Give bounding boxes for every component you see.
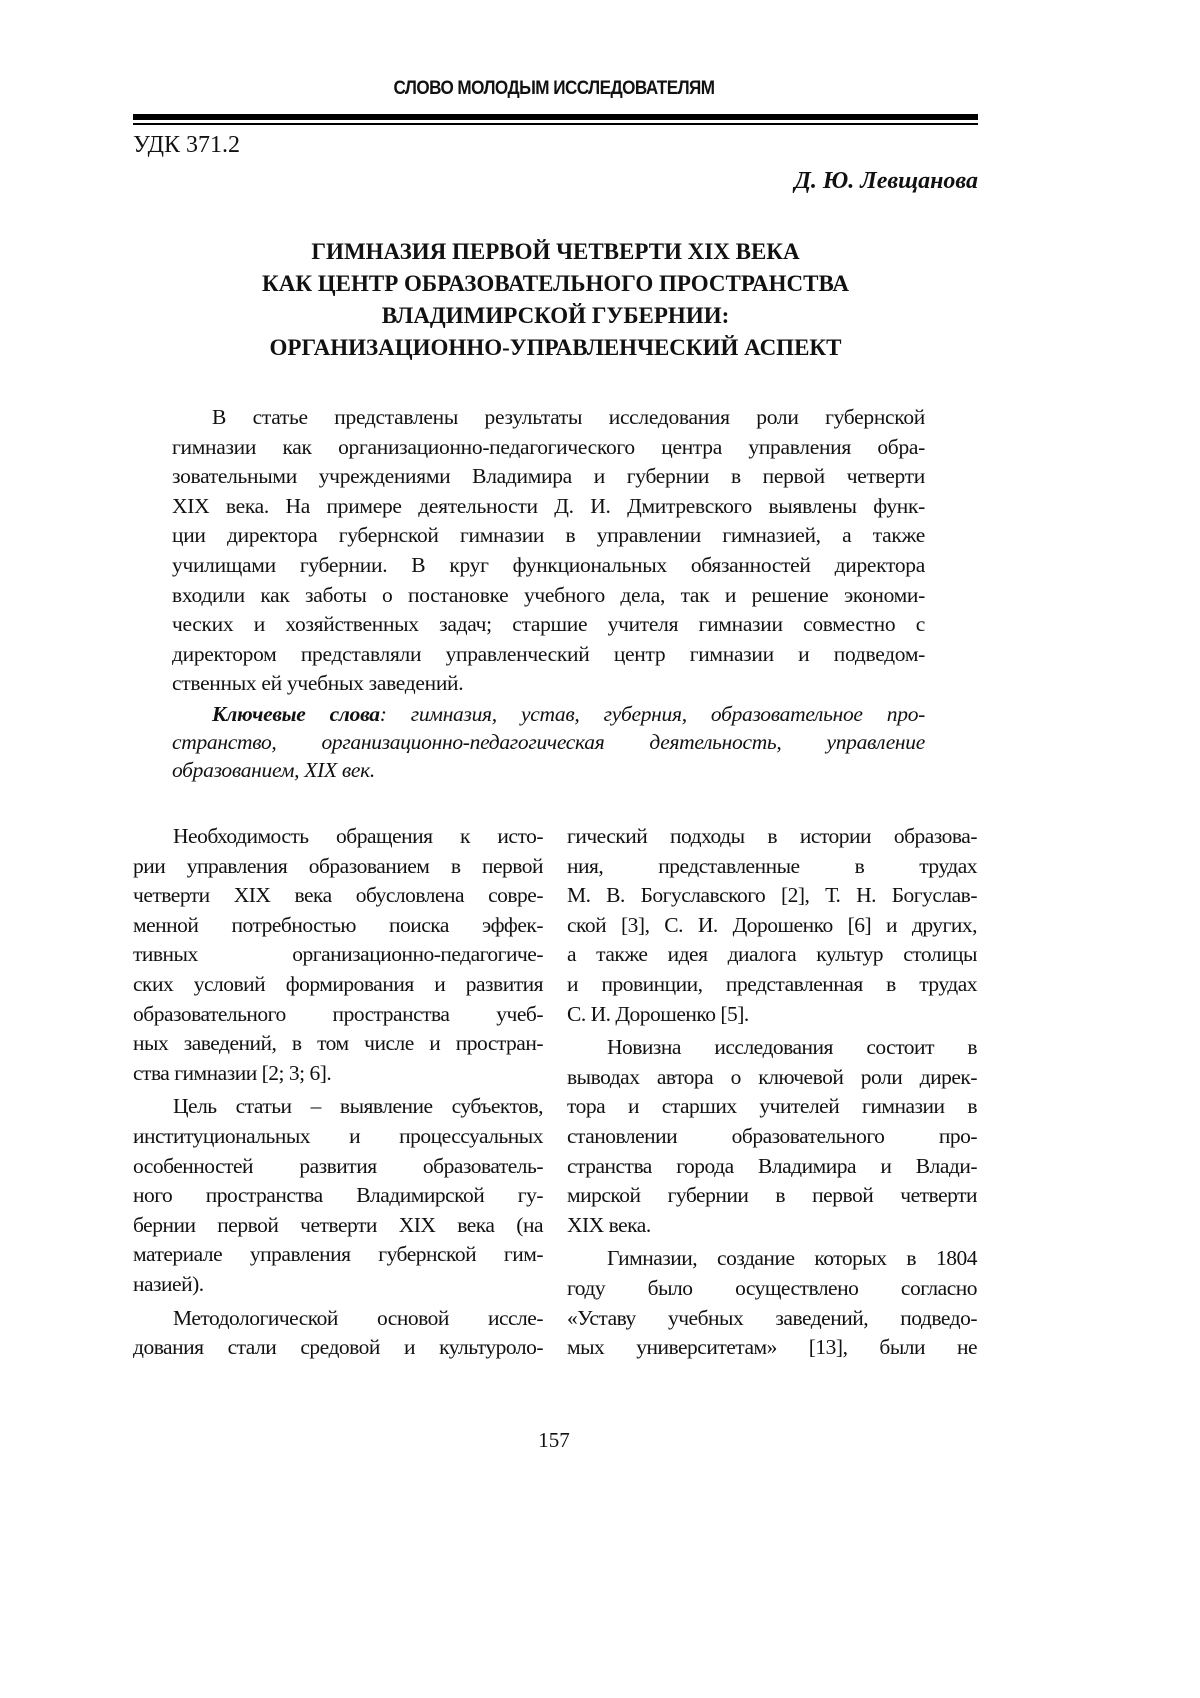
text-line: рии управления образованием в первой [133, 853, 543, 878]
paragraph [567, 1244, 977, 1362]
abstract [172, 403, 925, 699]
header-rule-thin [133, 123, 978, 125]
text-line: дования стали средовой и культуроло- [133, 1335, 543, 1360]
text-line: XIX века. [567, 1212, 651, 1237]
title-line: КАК ЦЕНТР ОБРАЗОВАТЕЛЬНОГО ПРОСТРАНСТВА [262, 271, 849, 296]
text-line: бернии первой четверти XIX века (на [133, 1212, 543, 1237]
text-line: входили как заботы о постановке учебного дела, так и решение экономи- [172, 582, 925, 607]
text-line: ного пространства Владимирской гу- [133, 1183, 543, 1208]
text-line: ческих и хозяйственных задач; старшие учителя гимназии совместно с [172, 612, 925, 637]
text-line: ции директора губернской гимназии в управлении гимназией, а также [172, 523, 925, 548]
article-title [133, 236, 978, 364]
udk-code: УДК 371.2 [133, 132, 240, 158]
paragraph [133, 822, 543, 1088]
text-line: «Уставу учебных заведений, подведо- [567, 1305, 977, 1330]
text-line: Методологической основой иссле- [173, 1305, 543, 1330]
text-line: ской [3], С. И. Дорошенко [6] и других, [567, 912, 977, 937]
title-line: ОРГАНИЗАЦИОННО-УПРАВЛЕНЧЕСКИЙ АСПЕКТ [269, 335, 842, 360]
page-number: 157 [538, 1428, 570, 1452]
keywords-text: : гимназия, устав, губерния, образовательное про- [379, 702, 925, 726]
text-line: менной потребностью поиска эффек- [133, 912, 543, 937]
text-line: В статье представлены результаты исследования роли губернской [212, 405, 925, 429]
keywords [172, 700, 925, 784]
text-line: С. И. Дорошенко [5]. [567, 1001, 749, 1026]
text-line: образовательного пространства учеб- [133, 1001, 543, 1026]
right-column [567, 822, 977, 1363]
text-line: ных заведений, в том числе и простран- [133, 1031, 543, 1056]
paragraph [133, 1092, 543, 1299]
header-rule-thick [133, 114, 978, 120]
text-line: ния, представленные в трудах [567, 853, 977, 878]
paragraph [567, 1033, 977, 1240]
paragraph [567, 822, 977, 1029]
text-line: училищами губернии. В круг функциональных обязанностей директора [172, 552, 925, 577]
author-name: Д. Ю. Левщанова [794, 168, 978, 194]
text-line: XIX века. На примере деятельности Д. И. Дмитревского выявлены функ- [172, 493, 925, 518]
text-line: гимназии как организационно-педагогического центра управления обра- [172, 434, 925, 459]
text-line: странства города Владимира и Влади- [567, 1153, 977, 1178]
keywords-text: странство, организационно-педагогическая деятельность, управление [172, 730, 925, 754]
text-line: Новизна исследования состоит в [607, 1035, 977, 1060]
text-line: тора и старших учителей гимназии в [567, 1094, 977, 1119]
keywords-line [172, 700, 925, 728]
text-line: особенностей развития образователь- [133, 1153, 543, 1178]
text-line: материале управления губернской гим- [133, 1242, 543, 1267]
text-line: зовательными учреждениями Владимира и губернии в первой четверти [172, 464, 925, 489]
keywords-line [172, 728, 925, 756]
text-line: институциональных и процессуальных [133, 1123, 543, 1148]
text-line: выводах автора о ключевой роли дирек- [567, 1064, 977, 1089]
text-line: году было осуществлено согласно [567, 1275, 977, 1300]
text-line: и провинции, представленная в трудах [567, 971, 977, 996]
running-header: СЛОВО МОЛОДЫМ ИССЛЕДОВАТЕЛЯМ [393, 78, 715, 99]
text-line: назией). [133, 1271, 204, 1296]
text-line: ства гимназии [2; 3; 6]. [133, 1060, 332, 1085]
title-line: ГИМНАЗИЯ ПЕРВОЙ ЧЕТВЕРТИ XIX ВЕКА [311, 239, 800, 264]
text-line: Цель статьи – выявление субъектов, [173, 1094, 543, 1119]
text-line: Гимназии, создание которых в 1804 [607, 1246, 977, 1271]
text-line: ских условий формирования и развития [133, 971, 543, 996]
keywords-text: образованием, XIX век. [172, 758, 375, 782]
text-line: гический подходы в истории образова- [567, 824, 977, 848]
text-line: Необходимость обращения к исто- [173, 824, 543, 848]
text-line: мых университетам» [13], были не [567, 1335, 977, 1360]
text-line: М. В. Богуславского [2], Т. Н. Богуслав- [567, 883, 977, 908]
keywords-line [172, 756, 925, 784]
text-line: четверти XIX века обусловлена совре- [133, 883, 543, 908]
left-column [133, 822, 543, 1363]
text-line: становлении образовательного про- [567, 1123, 977, 1148]
text-line: директором представляли управленческий центр гимназии и подведом- [172, 641, 925, 666]
text-line: а также идея диалога культур столицы [567, 942, 977, 967]
keywords-label: Ключевые слова [212, 702, 380, 726]
text-line: мирской губернии в первой четверти [567, 1183, 977, 1208]
paragraph [133, 1304, 543, 1363]
text-line: тивных организационно-педагогиче- [133, 942, 543, 967]
text-line: ственных ей учебных заведений. [172, 671, 464, 696]
title-line: ВЛАДИМИРСКОЙ ГУБЕРНИИ: [381, 303, 730, 328]
